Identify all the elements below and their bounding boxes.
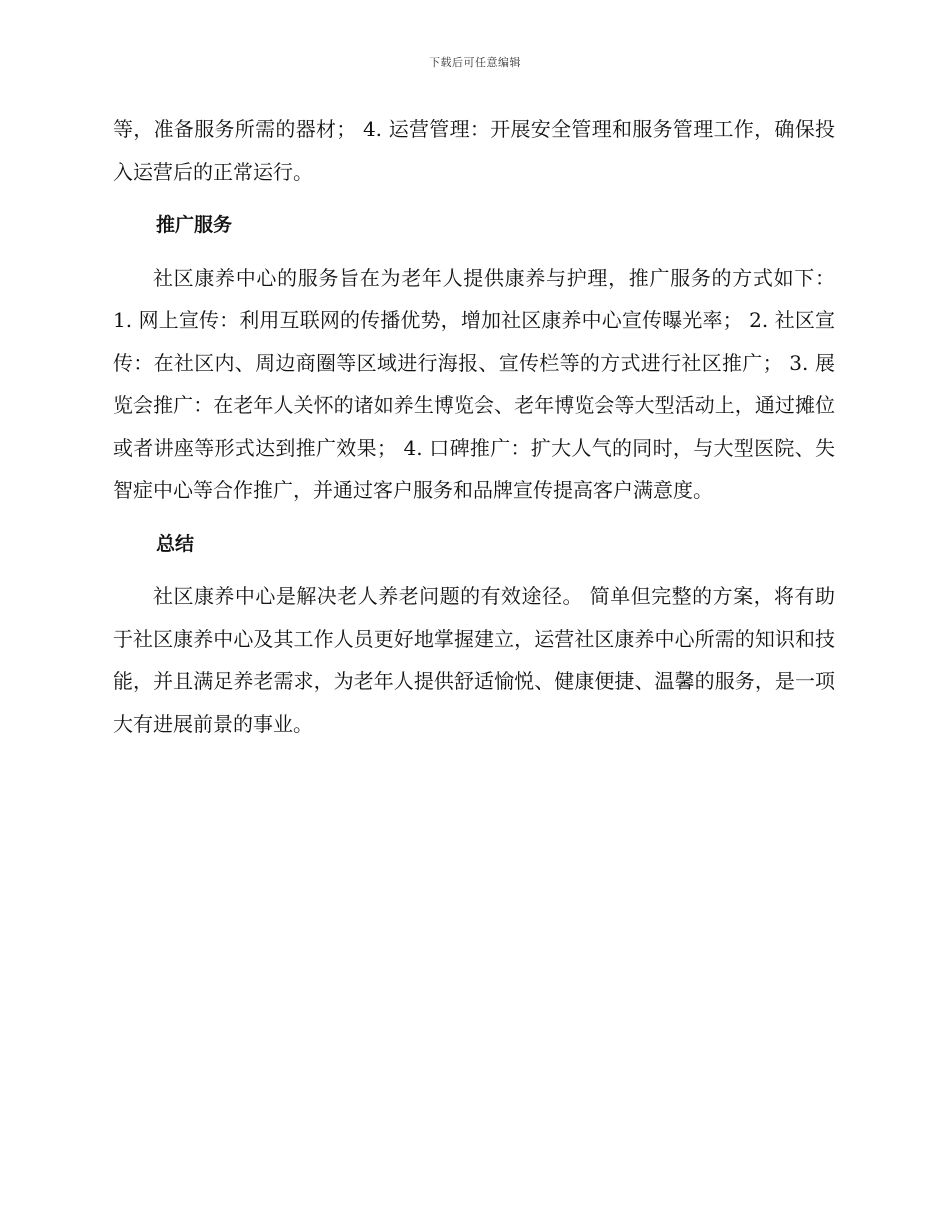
section-heading-summary: 总结 <box>156 532 195 555</box>
intro-paragraph: 等，准备服务所需的器材； 4. 运营管理：开展安全管理和服务管理工作，确保投入运营后的正常运行。 <box>113 117 835 184</box>
promotion-paragraph: 社区康养中心的服务旨在为老年人提供康养与护理，推广服务的方式如下： 1. 网上宣传：利用互联网的传播优势，增加社区康养中心宣传曝光率； 2. 社区宣传：在社区内、周边商圈等区域进行海报、宣传栏等的方式进行社区推广； 3. 展览会推广：在老年人关怀的诸如养生博览会、老年博览会等大型活动上，通过摊位或者讲座等形式达到推广效果； 4. 口碑推广：扩大人气的同时，与大型医院、失智症中心等合作推广，并通过客户服务和品牌宣传提高客户满意度。 <box>113 265 835 502</box>
page-header-note: 下载后可任意编辑 <box>429 56 521 69</box>
section-heading-promotion: 推广服务 <box>156 214 233 236</box>
summary-paragraph: 社区康养中心是解决老人养老问题的有效途径。 简单但完整的方案，将有助于社区康养中心及其工作人员更好地掌握建立，运营社区康养中心所需的知识和技能，并且满足养老需求，为老年人提供舒适愉悦、健康便捷、温馨的服务，是一项大有进展前景的事业。 <box>113 584 835 736</box>
document-body <box>113 108 835 745</box>
